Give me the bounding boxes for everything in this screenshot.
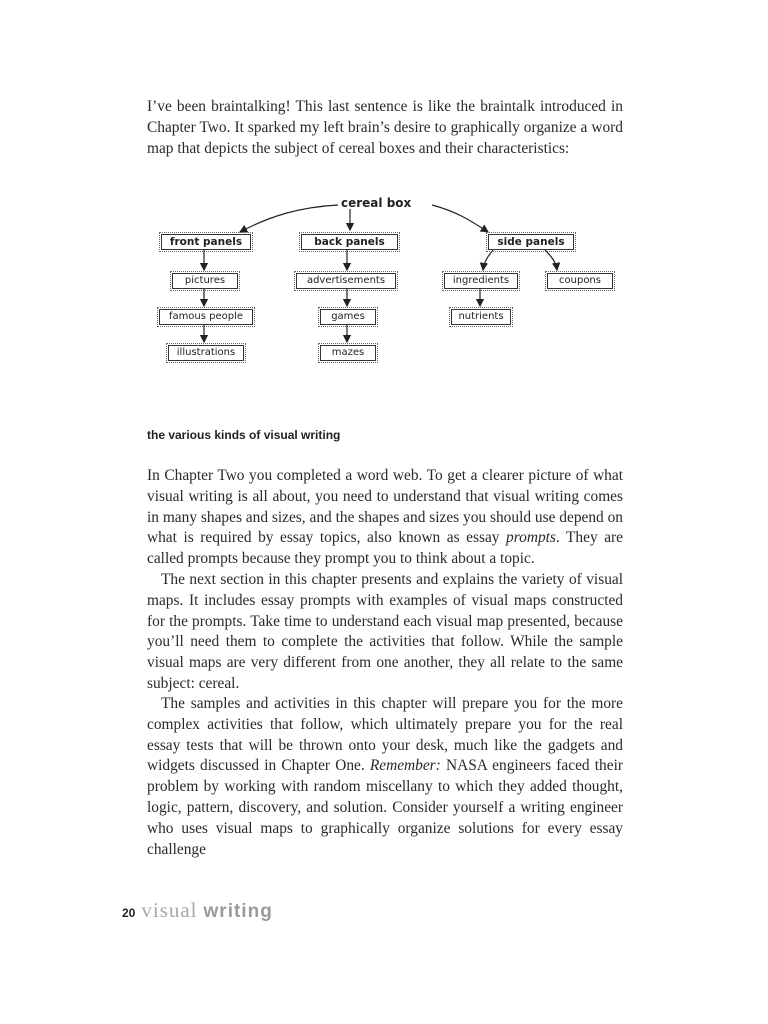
arrow-root-front [240, 205, 338, 232]
body-paragraph-2: The next section in this chapter presents and explains the variety of visual maps. It includes essay prompts with examples of visual maps constructed for the prompts. Take time to understand each visual map presented, because you’ll need them to complete the activities that follow. While the sample visual maps are very different from one another, they all relate to the same subject: cereal. [147, 571, 623, 692]
page-footer [122, 898, 273, 928]
footer-title-word-visual: visual [141, 898, 198, 922]
paragraph-1-text-b: . They are called prompts because they prompt you to think about a topic. [147, 529, 623, 568]
category-box-front: front panels [161, 234, 251, 250]
category-box-back: back panels [301, 234, 398, 250]
item-box-advertisements: advertisements [296, 273, 396, 289]
paragraph-3-text-b: NASA engineers faced their problem by working with random miscellany to which they added thought, logic, pattern, discovery, and solution. Consider yourself a writing engineer who uses visual maps to graphically organize solutions for every essay challenge [147, 757, 623, 858]
arrow-root-side [432, 205, 488, 232]
section-heading: the various kinds of visual writing [147, 428, 341, 442]
paragraph-3-text-a: The samples and activities in this chapter will prepare you for the more complex activities that follow, which ultimately prepare you for the real essay tests that will be thrown onto your desk, much like the gadgets and widgets discussed in Chapter One. [147, 695, 623, 775]
word-map-diagram [0, 0, 768, 400]
item-box-pictures: pictures [172, 273, 238, 289]
page-number: 20 [122, 906, 136, 920]
category-box-side: side panels [488, 234, 574, 250]
item-box-nutrients: nutrients [451, 309, 511, 325]
intro-paragraph: I’ve been braintalking! This last sentence is like the braintalk introduced in Chapter Two. It sparked my left brain’s desire to graphically organize a word map that depicts the subject of cereal boxes and their characteristics: [147, 98, 623, 157]
item-box-mazes: mazes [320, 345, 376, 361]
root-node-label: cereal box [341, 196, 412, 210]
item-box-games: games [320, 309, 376, 325]
paragraph-1-emphasis: prompts [506, 529, 556, 547]
arrow-side-coupons [545, 250, 557, 270]
body-paragraph-1 [147, 466, 623, 570]
item-box-ingredients: ingredients [444, 273, 518, 289]
item-box-famous-people: famous people [159, 309, 253, 325]
item-box-coupons: coupons [547, 273, 613, 289]
footer-title-word-writing: writing [203, 901, 273, 922]
item-box-illustrations: illustrations [168, 345, 244, 361]
paragraph-3-emphasis: Remember: [369, 757, 441, 775]
arrow-side-ingredients [483, 250, 493, 270]
body-paragraph-3 [147, 694, 623, 860]
paragraph-1-text-a: In Chapter Two you completed a word web. To get a clearer picture of what visual writing is all about, you need to understand that visual writing comes in many shapes and sizes, and the shapes and sizes you should use depend on what is required by essay topics, also known as essay [147, 467, 623, 547]
